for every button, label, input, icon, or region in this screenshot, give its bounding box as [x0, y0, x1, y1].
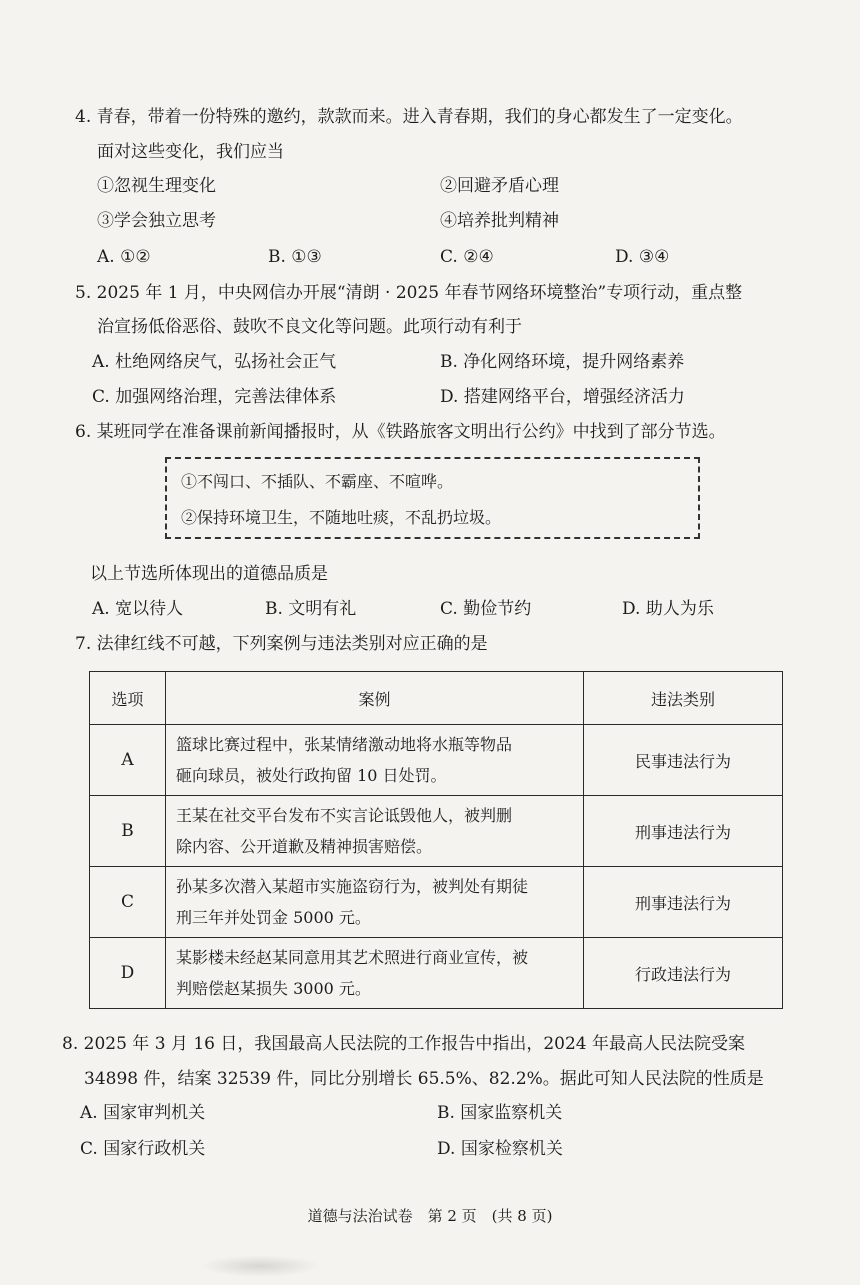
- q4-item-2: ②回避矛盾心理: [440, 176, 559, 196]
- q6-option-c: C. 勤俭节约: [440, 599, 532, 619]
- q8-option-b: B. 国家监察机关: [437, 1103, 563, 1123]
- q4-option-c: C. ②④: [440, 247, 494, 267]
- row-option: D: [90, 938, 166, 1009]
- q4-stem-line1: 4. 青春，带着一份特殊的邀约，款款而来。进入青春期，我们的身心都发生了一定变化。: [75, 107, 743, 127]
- q6-option-a: A. 宽以待人: [92, 599, 184, 619]
- q8-stem-line2: 34898 件，结案 32539 件，同比分别增长 65.5%、82.2%。据此可知人民法院的性质是: [84, 1069, 764, 1089]
- q6-excerpt-line1: ①不闯口、不插队、不霸座、不喧哗。: [181, 472, 454, 491]
- q6-excerpt-line2: ②保持环境卫生，不随地吐痰，不乱扔垃圾。: [181, 508, 502, 527]
- q7-stem: 7. 法律红线不可越，下列案例与违法类别对应正确的是: [75, 634, 488, 654]
- q6-question: 以上节选所体现出的道德品质是: [90, 564, 328, 584]
- row-option: A: [90, 725, 166, 796]
- header-violation-type: 违法类别: [584, 672, 783, 725]
- q8-stem-line1: 8. 2025 年 3 月 16 日，我国最高人民法院的工作报告中指出，2024 年最高人民法院受案: [62, 1034, 746, 1054]
- row-case-line1: 篮球比赛过程中，张某情绪激动地将水瓶等物品: [176, 735, 513, 754]
- table-row: [90, 796, 783, 867]
- table-row: [90, 867, 783, 938]
- scan-smudge: [200, 1255, 320, 1277]
- row-case-line2: 除内容、公开道歉及精神损害赔偿。: [176, 837, 433, 856]
- q4-item-3: ③学会独立思考: [97, 211, 216, 231]
- row-case-line1: 孙某多次潜入某超市实施盗窃行为，被判处有期徒: [176, 877, 529, 896]
- q6-excerpt-box: [165, 457, 700, 539]
- row-case: [166, 725, 584, 796]
- row-option: C: [90, 867, 166, 938]
- row-case-line2: 砸向球员，被处行政拘留 10 日处罚。: [176, 766, 447, 785]
- row-case-line2: 判赔偿赵某损失 3000 元。: [176, 979, 371, 998]
- q4-option-a: A. ①②: [97, 247, 151, 267]
- row-case-line2: 刑三年并处罚金 5000 元。: [176, 908, 371, 927]
- q4-item-4: ④培养批判精神: [440, 211, 559, 231]
- row-violation-type: 刑事违法行为: [584, 867, 783, 938]
- row-violation-type: 行政违法行为: [584, 938, 783, 1009]
- header-option: 选项: [90, 672, 166, 725]
- row-violation-type: 民事违法行为: [584, 725, 783, 796]
- row-case-line1: 王某在社交平台发布不实言论诋毁他人，被判删: [176, 806, 513, 825]
- header-case: 案例: [166, 672, 584, 725]
- row-case-line1: 某影楼未经赵某同意用其艺术照进行商业宣传，被: [176, 948, 529, 967]
- q5-stem-line1: 5. 2025 年 1 月，中央网信办开展“清朗 · 2025 年春节网络环境整治”专项行动，重点整: [75, 283, 743, 303]
- row-case: [166, 867, 584, 938]
- row-violation-type: 刑事违法行为: [584, 796, 783, 867]
- q8-option-a: A. 国家审判机关: [80, 1103, 206, 1123]
- q7-case-table: [89, 671, 783, 1009]
- row-case: [166, 796, 584, 867]
- q4-option-d: D. ③④: [615, 247, 670, 267]
- q5-option-a: A. 杜绝网络戾气，弘扬社会正气: [92, 352, 337, 372]
- q4-option-b: B. ①③: [268, 247, 322, 267]
- row-option: B: [90, 796, 166, 867]
- table-row: [90, 938, 783, 1009]
- row-case: [166, 938, 584, 1009]
- q4-stem-line2: 面对这些变化，我们应当: [97, 142, 284, 162]
- q5-option-b: B. 净化网络环境，提升网络素养: [440, 352, 685, 372]
- q5-option-c: C. 加强网络治理，完善法律体系: [92, 387, 337, 407]
- q8-option-d: D. 国家检察机关: [437, 1139, 563, 1159]
- q5-stem-line2: 治宣扬低俗恶俗、鼓吹不良文化等问题。此项行动有利于: [97, 317, 522, 337]
- q8-option-c: C. 国家行政机关: [80, 1139, 206, 1159]
- q6-stem: 6. 某班同学在准备课前新闻播报时，从《铁路旅客文明出行公约》中找到了部分节选。: [75, 422, 726, 442]
- q5-option-d: D. 搭建网络平台，增强经济活力: [440, 387, 685, 407]
- q6-option-b: B. 文明有礼: [265, 599, 357, 619]
- page-footer: 道德与法治试卷 第 2 页 (共 8 页): [307, 1207, 553, 1225]
- q4-item-1: ①忽视生理变化: [97, 176, 216, 196]
- q6-option-d: D. 助人为乐: [622, 599, 714, 619]
- table-row: [90, 725, 783, 796]
- q7-table-header: [90, 672, 783, 725]
